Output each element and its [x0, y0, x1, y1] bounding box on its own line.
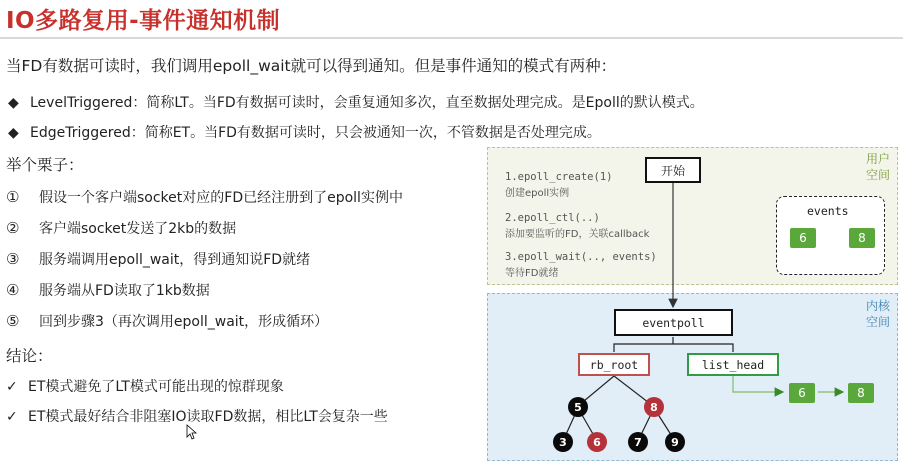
step-number: ① [6, 188, 20, 206]
diamond-icon: ◆ [8, 125, 19, 141]
kernel-space-label: 内核空间 [865, 299, 890, 329]
user-space-label: 用户空间 [865, 152, 890, 182]
step-number: ③ [6, 250, 20, 268]
conclusion-text: ET模式最好结合非阻塞IO读取FD数据，相比LT会复杂一些 [28, 409, 388, 425]
code-desc: 创建epoll实例 [505, 188, 570, 199]
code-epoll-create: 1.epoll_create(1) [505, 171, 613, 183]
code-desc: 添加要监听的FD，关联callback [505, 229, 650, 240]
tree-node: 5 [568, 397, 588, 417]
intro-text: 当FD有数据可读时，我们调用epoll_wait就可以得到通知。但是事件通知的模式有两种： [6, 57, 617, 75]
page-title: IO多路复用-事件通知机制 [6, 8, 281, 34]
tree-node: 7 [628, 432, 648, 452]
step-text: 回到步骤3（再次调用epoll_wait，形成循环） [39, 314, 329, 330]
step-number: ② [6, 219, 20, 237]
event-item: 6 [790, 228, 816, 248]
ready-list-item: 8 [848, 383, 874, 403]
tree-node: 8 [644, 397, 664, 417]
check-icon: ✓ [6, 409, 18, 425]
step-text: 假设一个客户端socket对应的FD已经注册到了epoll实例中 [39, 190, 403, 206]
step-text: 服务端从FD读取了1kb数据 [39, 283, 210, 299]
list-head-node: list_head [687, 353, 779, 376]
bullet-text: EdgeTriggered：简称ET。当FD有数据可读时，只会被通知一次，不管数据是否处理完成。 [30, 125, 601, 141]
event-item: 8 [849, 228, 875, 248]
tree-node: 9 [665, 432, 685, 452]
step-number: ④ [6, 281, 20, 299]
conclusion-heading: 结论： [6, 347, 53, 365]
tree-node: 3 [553, 432, 573, 452]
tree-node: 6 [587, 432, 607, 452]
rb-root-node: rb_root [578, 353, 650, 376]
code-epoll-ctl: 2.epoll_ctl(..) [505, 212, 600, 224]
bullet-text: LevelTriggered：简称LT。当FD有数据可读时，会重复通知多次，直至数据处理完成。是Epoll的默认模式。 [30, 95, 704, 111]
code-desc: 等待FD就绪 [505, 268, 559, 279]
example-heading: 举个栗子： [6, 156, 84, 174]
events-label: events [807, 204, 849, 218]
eventpoll-node: eventpoll [614, 309, 733, 336]
step-text: 客户端socket发送了2kb的数据 [39, 221, 237, 237]
step-number: ⑤ [6, 312, 20, 330]
check-icon: ✓ [6, 379, 18, 395]
conclusion-text: ET模式避免了LT模式可能出现的惊群现象 [28, 379, 284, 395]
start-node: 开始 [645, 157, 701, 183]
ready-list-item: 6 [789, 383, 815, 403]
step-text: 服务端调用epoll_wait，得到通知说FD就绪 [39, 252, 311, 268]
diamond-icon: ◆ [8, 95, 19, 111]
code-epoll-wait: 3.epoll_wait(.., events) [505, 251, 657, 263]
